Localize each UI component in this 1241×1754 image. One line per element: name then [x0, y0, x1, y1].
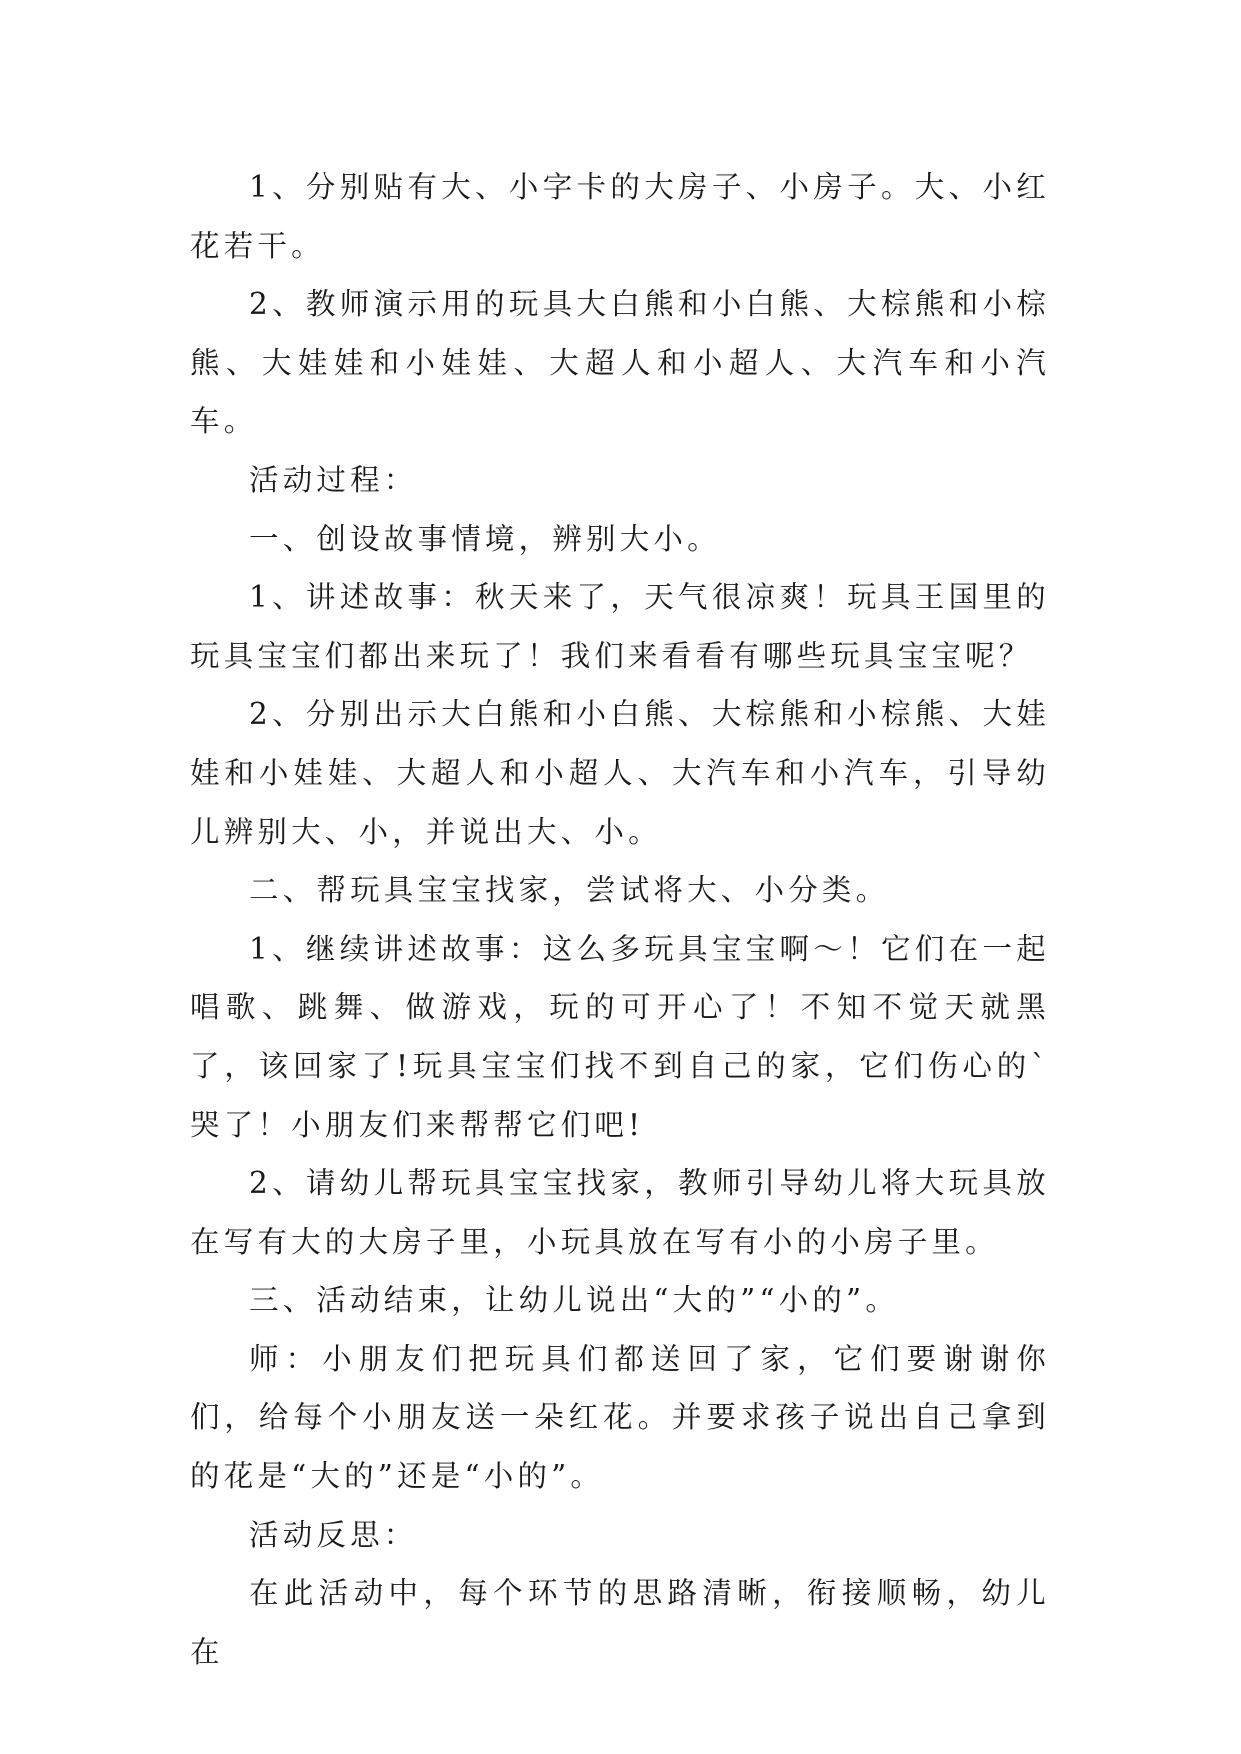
paragraph-materials-1: 1、分别贴有大、小字卡的大房子、小房子。大、小红花若干。 [190, 170, 1050, 263]
paragraph-step-2-1: 1、继续讲述故事：这么多玩具宝宝啊～！它们在一起唱歌、跳舞、做游戏，玩的可开心了！不知不觉天就黑了，该回家了!玩具宝宝们找不到自己的家，它们伤心的`哭了！小朋友们来帮帮它们吧! [190, 931, 1050, 1142]
paragraph-step-1-1: 1、讲述故事：秋天来了，天气很凉爽！玩具王国里的玩具宝宝们都出来玩了！我们来看看有哪些玩具宝宝呢？ [190, 580, 1050, 673]
paragraph-reflection: 在此活动中，每个环节的思路清晰，衔接顺畅，幼儿在 [190, 1576, 1050, 1669]
section-heading-activity-process: 活动过程： [249, 462, 418, 497]
paragraph-step-1-2: 2、分别出示大白熊和小白熊、大棕熊和小棕熊、大娃娃和小娃娃、大超人和小超人、大汽车和小汽车，引导幼儿辨别大、小，并说出大、小。 [190, 697, 1050, 849]
paragraph-step-2-2: 2、请幼儿帮玩具宝宝找家，教师引导幼儿将大玩具放在写有大的大房子里，小玩具放在写有小的小房子里。 [190, 1166, 1050, 1259]
step-heading-2: 二、帮玩具宝宝找家，尝试将大、小分类。 [249, 873, 890, 908]
step-heading-1: 一、创设故事情境，辨别大小。 [249, 521, 721, 556]
paragraph-teacher: 师：小朋友们把玩具们都送回了家，它们要谢谢你们，给每个小朋友送一朵红花。并要求孩子说出自己拿到的花是“大的”还是“小的”。 [190, 1341, 1050, 1494]
document-body [190, 158, 1050, 1681]
step-heading-3: 三、活动结束，让幼儿说出“大的”“小的”。 [249, 1283, 900, 1318]
paragraph-materials-2: 2、教师演示用的玩具大白熊和小白熊、大棕熊和小棕熊、大娃娃和小娃娃、大超人和小超人、大汽车和小汽车。 [190, 287, 1050, 439]
section-heading-reflection: 活动反思： [249, 1517, 418, 1552]
